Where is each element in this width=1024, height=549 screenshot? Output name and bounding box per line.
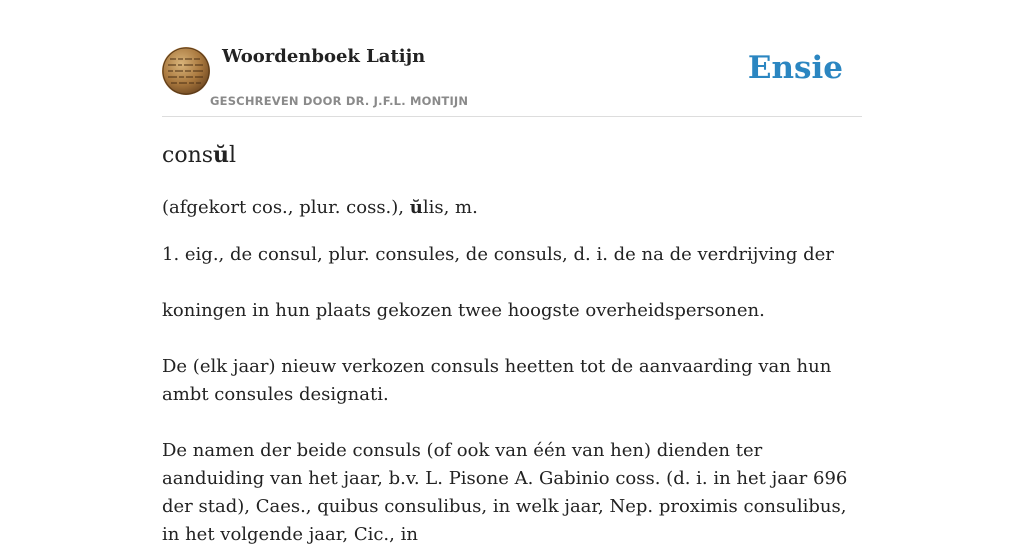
entry-paragraph: De namen der beide consuls (of ook van één van hen) dienden ter aanduiding van het jaar, b.v. L. Pisone A. Gabinio coss. (d. i. in het jaar 696 der stad), Caes., quibus consulibus, in welk jaar, Nep. proximis consulibus, in het volgende jaar, Cic., in — [162, 440, 848, 545]
dictionary-entry — [162, 140, 862, 549]
grammar-accent: ŭ — [409, 197, 423, 218]
entry-headword — [162, 140, 862, 170]
entry-paragraph: koningen in hun plaats gekozen twee hoogste overheidspersonen. — [162, 300, 765, 321]
entry-grammar — [162, 194, 862, 222]
entry-paragraph: De (elk jaar) nieuw verkozen consuls heetten tot de aanvaarding van hun ambt consules designati. — [162, 356, 832, 405]
logo-icon[interactable] — [162, 47, 210, 95]
site-title[interactable]: Woordenboek Latijn — [222, 46, 426, 67]
author-byline: GESCHREVEN DOOR DR. J.F.L. MONTIJN — [210, 94, 469, 108]
brand-logo-link[interactable]: Ensie — [747, 50, 843, 86]
headword-accent: ŭ — [213, 142, 230, 168]
headword-suffix: l — [229, 143, 237, 168]
grammar-suffix: lis, m. — [422, 197, 478, 218]
entry-paragraph: 1. eig., de consul, plur. consules, de consuls, d. i. de na de verdrijving der — [162, 244, 834, 265]
headword-prefix: cons — [162, 143, 214, 168]
grammar-prefix: (afgekort cos., plur. coss.), — [162, 197, 410, 218]
site-header — [162, 0, 862, 117]
